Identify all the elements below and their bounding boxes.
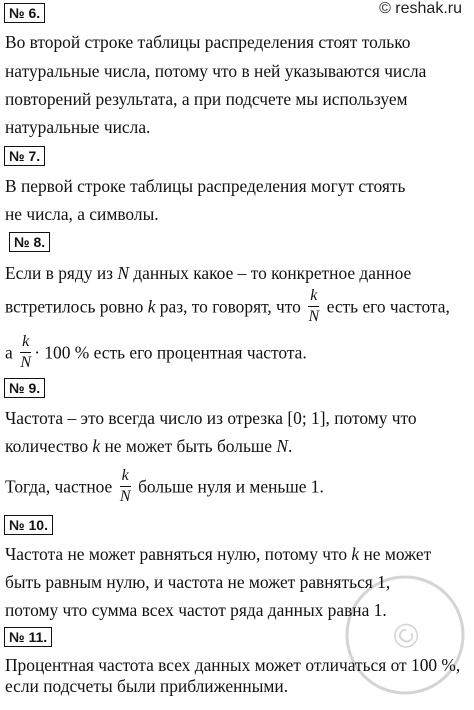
site-label[interactable]: © reshak.ru — [379, 0, 462, 17]
fraction-k-over-n: $\frac{k}{N}$ — [20, 333, 31, 371]
q10-line-2: быть равным нулю, и частота не может равняться 1, — [5, 572, 391, 592]
page-header — [0, 0, 474, 20]
svg-text:©: © — [383, 614, 430, 658]
q8-line-1: Если в ряду из N данных какое – то конкретное данное — [5, 263, 412, 283]
q10-line-3: потому что сумма всех частот ряда данных равна 1. — [5, 600, 387, 620]
q7-line-1: В первой строке таблицы распределения могут стоять — [5, 176, 406, 196]
q9-line-1: Частота – это всегда число из отрезка [0; 1], потому что — [5, 408, 417, 428]
task-number-8: № 8. — [9, 232, 50, 252]
task-number-7: № 7. — [4, 146, 45, 166]
task-number-6: № 6. — [4, 3, 45, 23]
q8-line-3: а $\frac{k}{N}$ · 100 % есть его процентная частота. — [5, 333, 307, 371]
fraction-k-over-n: $\frac{k}{N}$ — [119, 467, 131, 505]
q6-line-1: Во второй строке таблицы распределения стоят только — [5, 32, 411, 52]
task-number-11: № 11. — [4, 627, 52, 647]
q7-line-2: не числа, а символы. — [5, 204, 159, 224]
q6-line-4: натуральные числа. — [5, 117, 151, 137]
q6-line-3: повторений результата, а при подсчете мы используем — [5, 89, 408, 109]
q11-line-2: если подсчеты были приближенными. — [5, 676, 289, 696]
q11-line-1: Процентная частота всех данных может отличаться от 100 %, — [5, 655, 461, 675]
fraction-k-over-n: $\frac{k}{N}$ — [308, 287, 320, 325]
q9-line-3: Тогда, частное $\frac{k}{N}$ больше нуля и меньше 1. — [5, 467, 324, 505]
q10-line-1: Частота не может равняться нулю, потому что k не может — [5, 544, 432, 564]
q6-line-2: натуральные числа, потому что в ней указываются числа — [5, 61, 427, 81]
task-number-9: № 9. — [4, 378, 45, 398]
task-number-10: № 10. — [4, 515, 53, 535]
q9-line-2: количество k не может быть больше N. — [5, 436, 293, 456]
q8-line-2: встретилось ровно k раз, то говорят, что $\frac{k}{N}$ есть его частота, — [5, 287, 450, 325]
